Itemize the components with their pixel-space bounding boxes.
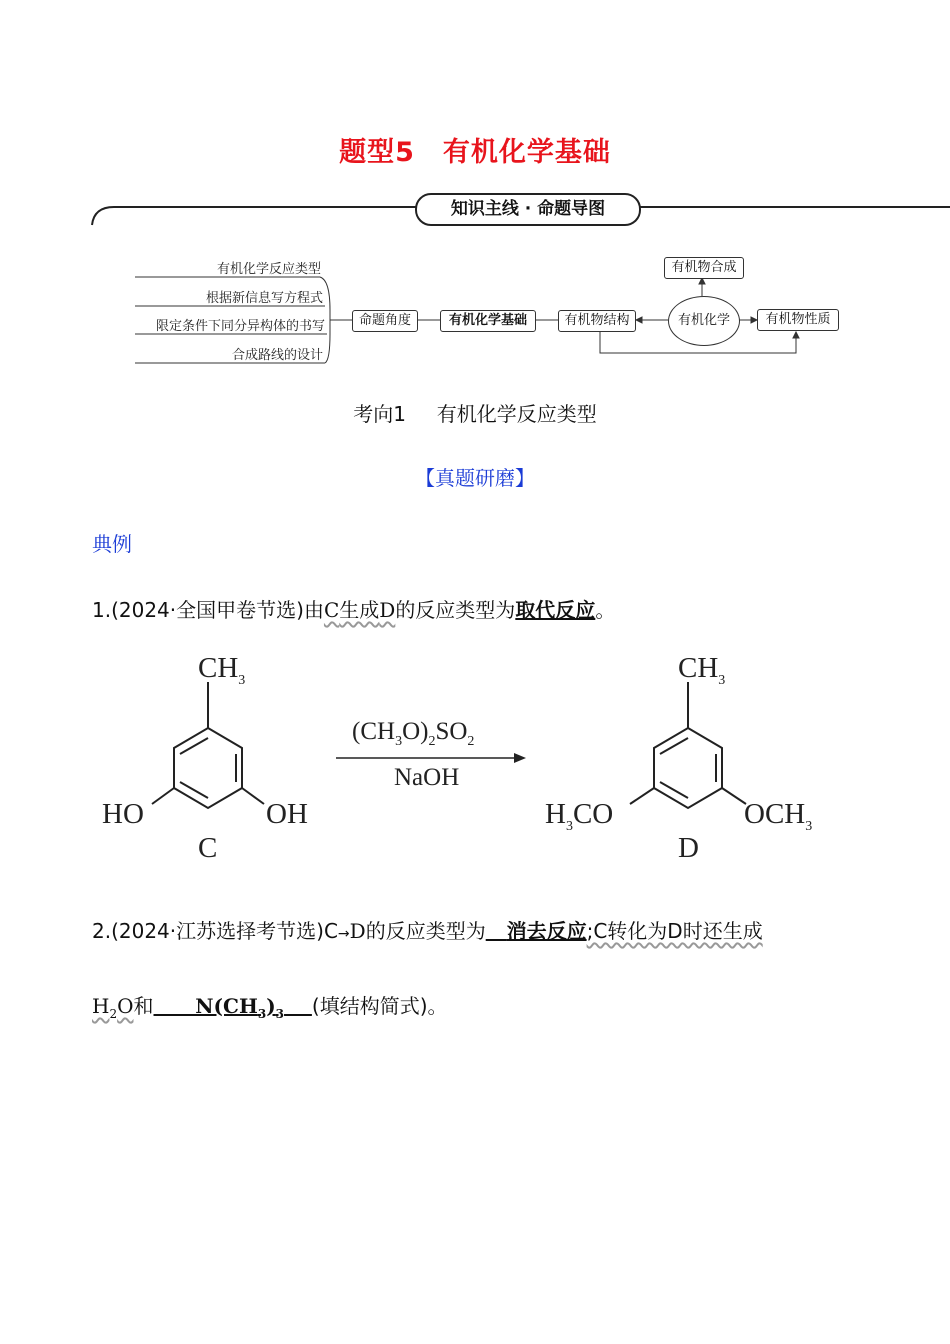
section-heading bbox=[0, 398, 950, 427]
mindmap-node-synthesis: 有机物合成 bbox=[664, 257, 744, 279]
mindmap-node-basic: 有机化学基础 bbox=[440, 310, 536, 332]
section-number: 考向1 bbox=[353, 402, 406, 426]
zhenti-heading: 【真题研磨】 bbox=[415, 466, 535, 490]
dianli-label: 典例 bbox=[92, 532, 132, 556]
mindmap-list-item: 根据新信息写方程式 bbox=[205, 291, 323, 306]
mindmap-node-structure: 有机物结构 bbox=[558, 310, 636, 332]
reagent-top: $(CH_3O)_2SO_2$ bbox=[352, 718, 475, 749]
q1-end: 。 bbox=[595, 598, 616, 622]
reagent-bottom: NaOH bbox=[394, 764, 460, 791]
mindmap-node-angle: 命题角度 bbox=[352, 310, 418, 332]
q2-text2: ;C转化为D时还生成 bbox=[586, 919, 763, 943]
page-title: 题型5 有机化学基础 bbox=[339, 137, 611, 168]
q2-answer bbox=[486, 919, 587, 943]
left-benzene-ring bbox=[174, 728, 242, 808]
mindmap-node-property: 有机物性质 bbox=[757, 309, 839, 331]
q1-text2: 的反应类型为 bbox=[395, 598, 516, 622]
q1-text: 生成 bbox=[339, 598, 380, 622]
q1-compound-c: C bbox=[323, 598, 340, 622]
q2-arrow: → bbox=[337, 926, 350, 942]
question-2-line2 bbox=[92, 990, 448, 1021]
mindmap-list-item: 合成路线的设计 bbox=[231, 348, 323, 363]
banner-label: 知识主线 · 命题导图 bbox=[415, 193, 641, 226]
q2-h2o: $H_2O$ bbox=[92, 994, 134, 1021]
q2-prefix: 2.(2024·江苏选择考节选)C bbox=[92, 919, 338, 943]
question-1 bbox=[92, 594, 615, 623]
mindmap-list-item: 有机化学反应类型 bbox=[216, 262, 321, 277]
question-2 bbox=[92, 915, 763, 944]
section-title: 有机化学反应类型 bbox=[436, 402, 597, 426]
compound-c-label: C bbox=[198, 832, 218, 864]
q2-and: 和 bbox=[133, 994, 154, 1018]
q2-answer2: $N(CH_3)_3$ bbox=[153, 994, 285, 1021]
q1-prefix: 1.(2024·全国甲卷节选)由 bbox=[92, 598, 324, 622]
left-ch3: $CH_3$ bbox=[198, 652, 246, 688]
q2-text: D的反应类型为 bbox=[349, 919, 486, 943]
mindmap-node-center: 有机化学 bbox=[668, 296, 740, 346]
q2-end: (填结构简式)。 bbox=[311, 994, 448, 1018]
left-oh: OH bbox=[266, 798, 308, 830]
left-ho: HO bbox=[102, 798, 144, 830]
right-h3co: $H_3CO$ bbox=[545, 798, 614, 834]
right-och3: $OCH_3$ bbox=[744, 798, 813, 834]
q1-answer: 取代反应 bbox=[515, 598, 596, 622]
compound-d-label: D bbox=[678, 832, 699, 864]
q1-compound-d: D bbox=[379, 598, 396, 622]
q2-answer-text: 消去反应 bbox=[506, 919, 587, 943]
mindmap-list-item: 限定条件下同分异构体的书写 bbox=[155, 319, 325, 334]
right-benzene-ring bbox=[654, 728, 722, 808]
right-ch3: $CH_3$ bbox=[678, 652, 726, 688]
